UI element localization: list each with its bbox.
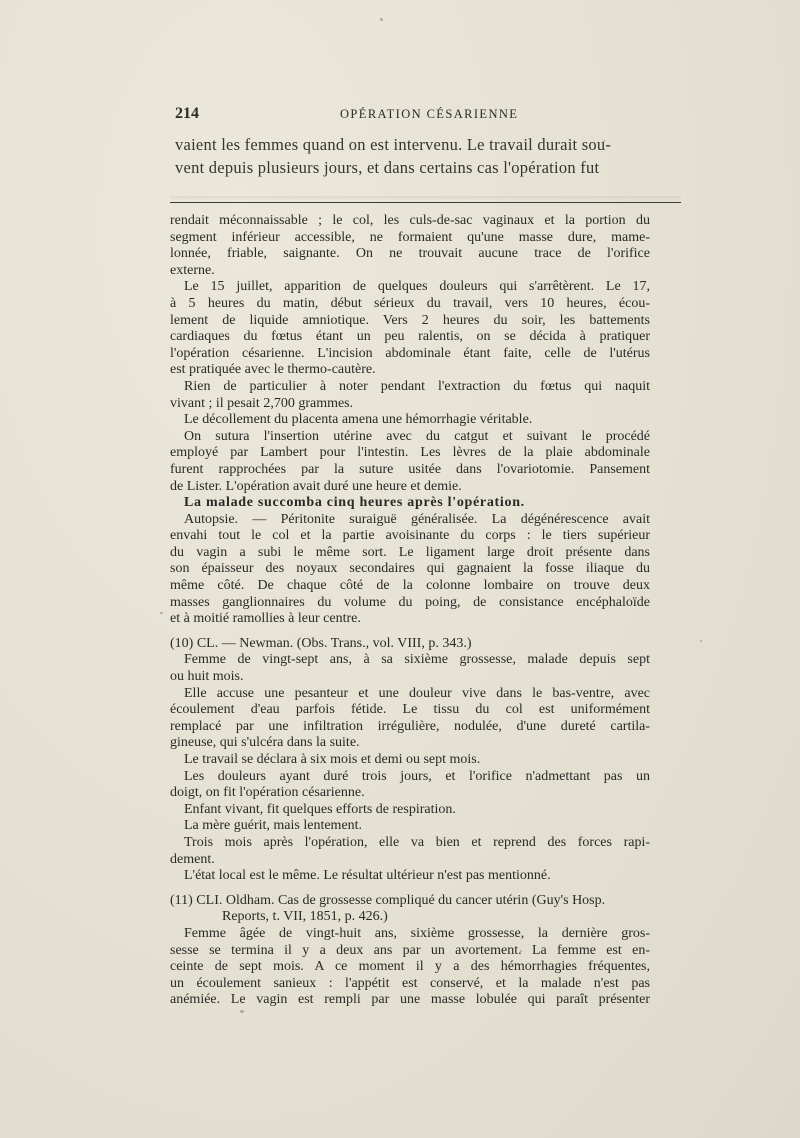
text-line: cardiaques du fœtus étant un peu ralentis, on se décida à pratiquer	[170, 329, 650, 345]
text-line: Rien de particulier à noter pendant l'extraction du fœtus qui naquit	[184, 378, 650, 394]
running-title: OPÉRATION CÉSARIENNE	[340, 107, 519, 121]
text-line: employé par Lambert pour l'intestin. Les lèvres de la plaie abdominale	[170, 445, 650, 461]
text-line: furent rapprochées par la suture usitée dans l'ovariotomie. Pansement	[170, 461, 650, 477]
text-line: gineuse, qui s'ulcéra dans la suite.	[170, 735, 360, 751]
paper-speck	[520, 950, 522, 952]
text-line: écoulement d'eau parfois fétide. Le tissu du col est uniformément	[170, 702, 650, 718]
text-line: Autopsie. — Péritonite suraiguë généralisée. La dégénérescence avait	[184, 511, 650, 527]
text-line: Enfant vivant, fit quelques efforts de respiration.	[184, 801, 456, 817]
text-line: et à moitié ramollies à leur centre.	[170, 611, 361, 627]
text-line: Femme de vingt-sept ans, à sa sixième grossesse, malade depuis sept	[184, 652, 650, 668]
text-line: lonnée, friable, saignante. On ne trouvait aucune trace de l'orifice	[170, 246, 650, 262]
text-line: à 5 heures du matin, début sérieux du travail, vers 10 heures, écou-	[170, 295, 650, 311]
text-line: un écoulement sanieux : l'appétit est conservé, et la malade n'est pas	[170, 975, 650, 991]
text-line: envahi tout le col et la partie avoisinante du corps : le tiers supérieur	[170, 528, 650, 544]
spacer	[170, 885, 650, 893]
fold-shadow	[170, 196, 681, 200]
text-line: lement de liquide amniotique. Vers 2 heures du soir, les battements	[170, 312, 650, 328]
text-line: Trois mois après l'opération, elle va bien et reprend des forces rapi-	[184, 834, 650, 850]
text-line: même côté. De chaque côté de la colonne lombaire on trouve deux	[170, 578, 650, 594]
text-line: externe.	[170, 262, 215, 278]
text-line: de Lister. L'opération avait duré une heure et demie.	[170, 478, 462, 494]
page-header	[175, 105, 655, 127]
page-number: 214	[175, 105, 199, 122]
text-line: segment inférieur accessible, ne formaient qu'une masse dure, mame-	[170, 229, 650, 245]
text-line: Le 15 juillet, apparition de quelques douleurs qui s'arrêtèrent. Le 17,	[184, 279, 650, 295]
text-line: vivant ; il pesait 2,700 grammes.	[170, 395, 354, 411]
text-line: masses ganglionnaires du volume du poing, de consistance encéphaloïde	[170, 594, 650, 610]
paper-speck	[700, 640, 702, 642]
text-line: Le décollement du placenta amena une hémorrhagie véritable.	[184, 412, 533, 428]
text-line: L'état local est le même. Le résultat ultérieur n'est pas mentionné.	[184, 868, 551, 884]
text-line: dement.	[170, 851, 215, 867]
upper-line: vent depuis plusieurs jours, et dans certains cas l'opération fut	[175, 158, 600, 177]
text-line: l'opération césarienne. L'incision abdominale étant faite, celle de l'utérus	[170, 345, 650, 361]
paper-speck	[240, 1010, 244, 1013]
spacer	[170, 628, 650, 636]
text-line: anémiée. Le vagin est rempli par une masse lobulée qui paraît présenter	[170, 992, 650, 1008]
separator-rule	[170, 202, 681, 203]
body-text	[170, 213, 650, 1009]
text-line: du vagin a subi le même sort. Le ligament large droit présente dans	[170, 544, 650, 560]
text-line: Le travail se déclara à six mois et demi ou sept mois.	[184, 752, 481, 767]
paper-speck	[160, 612, 163, 614]
text-line: sesse se termina il y a deux ans par un avortement. La femme est en-	[170, 942, 650, 958]
text-line: (10) CL. — Newman. (Obs. Trans., vol. VIII, p. 343.)	[170, 635, 472, 651]
text-line: doigt, on fit l'opération césarienne.	[170, 785, 365, 801]
text-line: Les douleurs ayant duré trois jours, et l'orifice n'admettant pas un	[184, 768, 650, 784]
text-line: La mère guérit, mais lentement.	[184, 818, 363, 834]
text-line: rendait méconnaissable ; le col, les culs-de-sac vaginaux et la portion du	[170, 213, 650, 228]
text-line: son épaisseur des noyaux secondaires qui gagnaient la fosse iliaque du	[170, 561, 650, 577]
text-line: est pratiquée avec le thermo-cautère.	[170, 362, 376, 378]
text-line: ou huit mois.	[170, 669, 244, 685]
text-line: Femme âgée de vingt-huit ans, sixième grossesse, la dernière gros-	[184, 925, 650, 941]
upper-line: vaient les femmes quand on est intervenu. Le travail durait sou-	[175, 135, 612, 154]
text-line: On sutura l'insertion utérine avec du catgut et suivant le procédé	[184, 428, 650, 444]
text-line: remplacé par une infiltration irrégulière, nodulée, d'une dureté cartila-	[170, 718, 650, 734]
text-line: Elle accuse une pesanteur et une douleur vive dans le bas-ventre, avec	[184, 685, 650, 701]
text-line: La malade succomba cinq heures après l'opération.	[184, 495, 525, 511]
text-line: Reports, t. VII, 1851, p. 426.)	[222, 909, 388, 925]
text-line: (11) CLI. Oldham. Cas de grossesse compliqué du cancer utérin (Guy's Hosp.	[170, 892, 606, 908]
paper-speck	[603, 140, 605, 142]
text-line: ceinte de sept mois. A ce moment il y a des hémorrhagies fréquentes,	[170, 959, 650, 975]
paper-speck	[380, 18, 383, 21]
